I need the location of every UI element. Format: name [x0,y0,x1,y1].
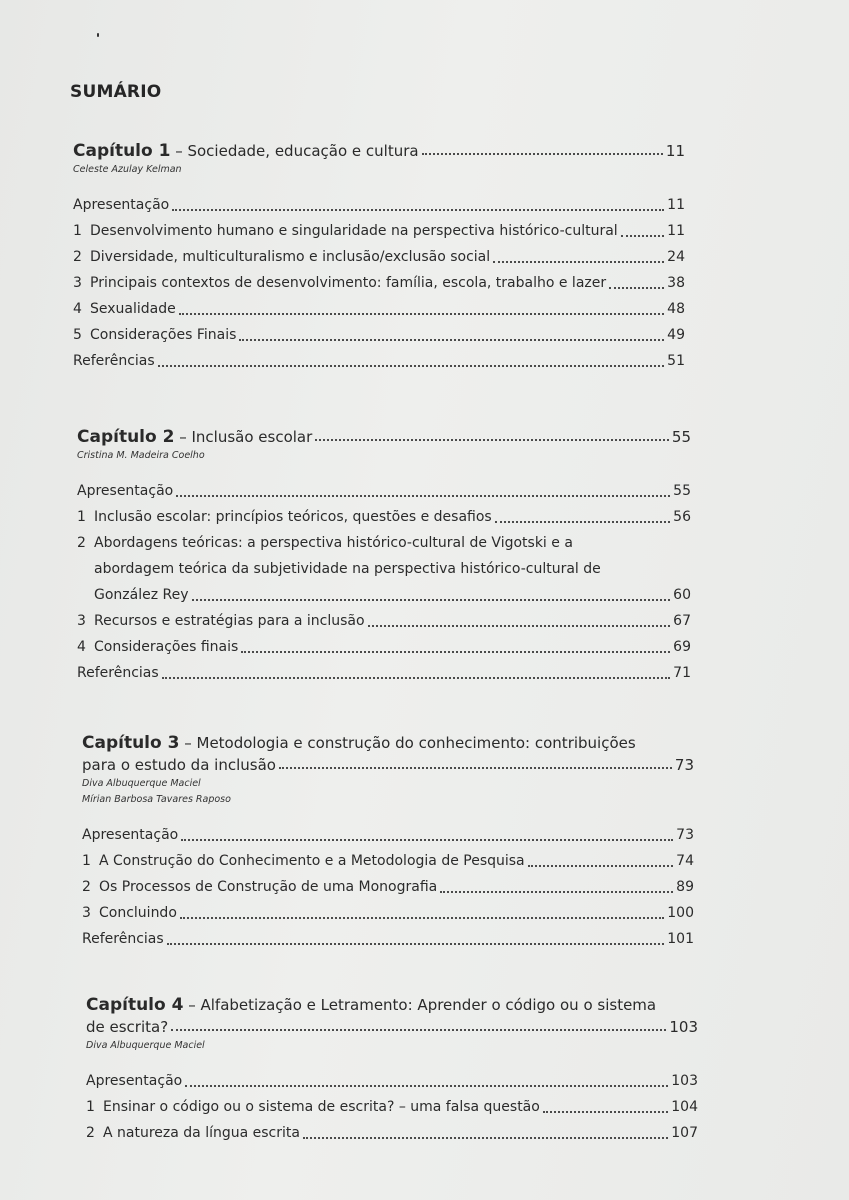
chapter-entries [77,478,691,686]
chapter-author: Diva Albuquerque Maciel [86,1040,205,1051]
toc-entry: 4 Sexualidade 48 [73,301,685,317]
chapter-title: Inclusão escolar [191,428,313,446]
leader-dots [279,767,672,769]
page-number: 73 [674,756,694,774]
chapter-heading: Capítulo 3 – Metodologia e construção do conhecimento: contribuições para o estudo da inclusão 73 [82,733,694,774]
chapter-heading: Capítulo 1 – Sociedade, educação e cultura 11 [73,141,685,161]
chapter-title: Sociedade, educação e cultura [187,142,419,160]
chapter-author: Celeste Azulay Kelman [73,164,182,175]
toc-entry: 1 Inclusão escolar: princípios teóricos, questões e desafios 56 [77,509,691,525]
chapter-number: Capítulo 3 [82,733,180,753]
toc-entry: Referências 101 [82,931,694,947]
toc-entry: 2 Os Processos de Construção de uma Monografia 89 [82,879,694,895]
toc-entry: 3 Recursos e estratégias para a inclusão 67 [77,613,691,629]
toc-entry: 2 Diversidade, multiculturalismo e inclusão/exclusão social 24 [73,249,685,265]
toc-entry: 1 Ensinar o código ou o sistema de escrita? – uma falsa questão 104 [86,1099,698,1115]
toc-entry: Apresentação 103 [86,1073,698,1089]
toc-entry: Apresentação 73 [82,827,694,843]
chapter-author: Mírian Barbosa Tavares Raposo [82,794,231,805]
chapter-author: Diva Albuquerque Maciel [82,778,201,789]
chapter-author: Cristina M. Madeira Coelho [77,450,205,461]
page-number: 55 [671,428,691,446]
chapter-title: Alfabetização e Letramento: Aprender o código ou o sistema [200,996,657,1014]
leader-dots [171,1029,666,1031]
leader-dots [422,153,663,155]
chapter-4 [86,994,698,1146]
toc-entry: 1 A Construção do Conhecimento e a Metodologia de Pesquisa 74 [82,853,694,869]
chapter-title: Metodologia e construção do conhecimento: contribuições [196,734,636,752]
toc-entry: 2 A natureza da língua escrita 107 [86,1125,698,1141]
chapter-3 [82,732,694,952]
ink-speck [97,33,99,37]
leader-dots [315,439,669,441]
page-number: 103 [669,1018,698,1036]
page-title: SUMÁRIO [70,82,162,102]
chapter-entries [73,192,685,374]
chapter-1 [73,140,685,374]
chapter-number: Capítulo 4 [86,995,184,1015]
toc-entry: 5 Considerações Finais 49 [73,327,685,343]
toc-entry: 4 Considerações finais 69 [77,639,691,655]
page-number: 11 [665,142,685,160]
chapter-entries [86,1068,698,1146]
toc-entry: Referências 51 [73,353,685,369]
chapter-2 [77,426,691,686]
toc-entry: Apresentação 11 [73,197,685,213]
toc-entry: Referências 71 [77,665,691,681]
chapter-number: Capítulo 2 [77,427,175,447]
toc-entry: 2 Abordagens teóricas: a perspectiva histórico-cultural de Vigotski e a abordagem teórica da subjetividade na perspectiva histórico-cultural de González Rey 60 [77,535,691,603]
chapter-entries [82,822,694,952]
toc-entry: 1 Desenvolvimento humano e singularidade na perspectiva histórico-cultural 11 [73,223,685,239]
toc-entry: 3 Principais contextos de desenvolvimento: família, escola, trabalho e lazer 38 [73,275,685,291]
chapter-heading: Capítulo 4 – Alfabetização e Letramento: Aprender o código ou o sistema de escrita? 103 [86,995,698,1036]
toc-entry: 3 Concluindo 100 [82,905,694,921]
chapter-number: Capítulo 1 [73,141,171,161]
chapter-heading: Capítulo 2 – Inclusão escolar 55 [77,427,691,447]
toc-entry: Apresentação 55 [77,483,691,499]
